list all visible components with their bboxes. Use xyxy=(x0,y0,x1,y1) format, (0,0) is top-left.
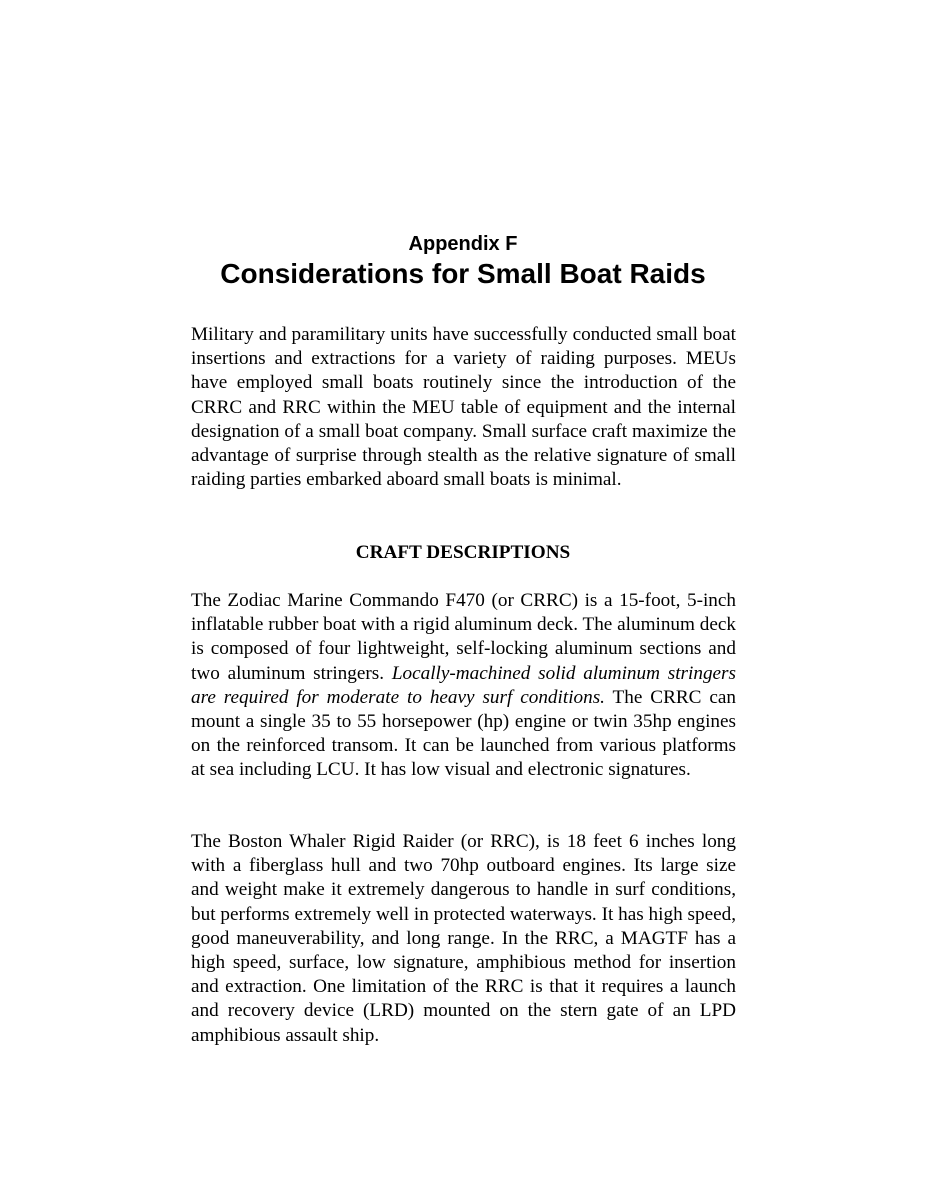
crrc-paragraph-part2: The CRRC can mount a single 35 to 55 horsepower (hp) engine or twin 35hp engines on the reinforced transom. It can be launched from various platforms at sea including LCU. It has low visual and electronic signatures. xyxy=(191,686,737,781)
crrc-paragraph-italic-note: Locally-machined solid aluminum stringers are required for moderate to heavy surf conditions. xyxy=(191,662,736,708)
intro-paragraph: Military and paramilitary units have successfully conducted small boat insertions and extractions for a variety of raiding purposes. MEUs have employed small boats routinely since the introduction of the CRRC and RRC within the MEU table of equipment and the internal designation of a small boat company. Small surface craft maximize the advantage of surprise through stealth as the relative signature of small raiding parties embarked aboard small boats is minimal. xyxy=(191,324,736,491)
rrc-paragraph: The Boston Whaler Rigid Raider (or RRC), is 18 feet 6 inches long with a fiberglass hull and two 70hp outboard engines. Its large size and weight make it extremely dangerous to handle in surf conditions, but performs extremely well in protected waterways. It has high speed, good maneuverability, and long range. In the RRC, a MAGTF has a high speed, surface, low signature, amphibious method for insertion and extraction. One limitation of the RRC is that it requires a launch and recovery device (LRD) mounted on the stern gate of an LPD amphibious assault ship. xyxy=(191,831,736,1046)
crrc-paragraph xyxy=(191,589,736,783)
appendix-label: Appendix F xyxy=(408,233,518,255)
page-title: Considerations for Small Boat Raids xyxy=(220,258,706,289)
section-heading-craft-descriptions: CRAFT DESCRIPTIONS xyxy=(355,542,571,563)
crrc-paragraph-part1: The Zodiac Marine Commando F470 (or CRRC) is a 15-foot, 5-inch inflatable rubber boat with a rigid aluminum deck. The aluminum deck is composed of four lightweight, self-locking aluminum sections and two aluminum stringers. xyxy=(191,590,736,684)
